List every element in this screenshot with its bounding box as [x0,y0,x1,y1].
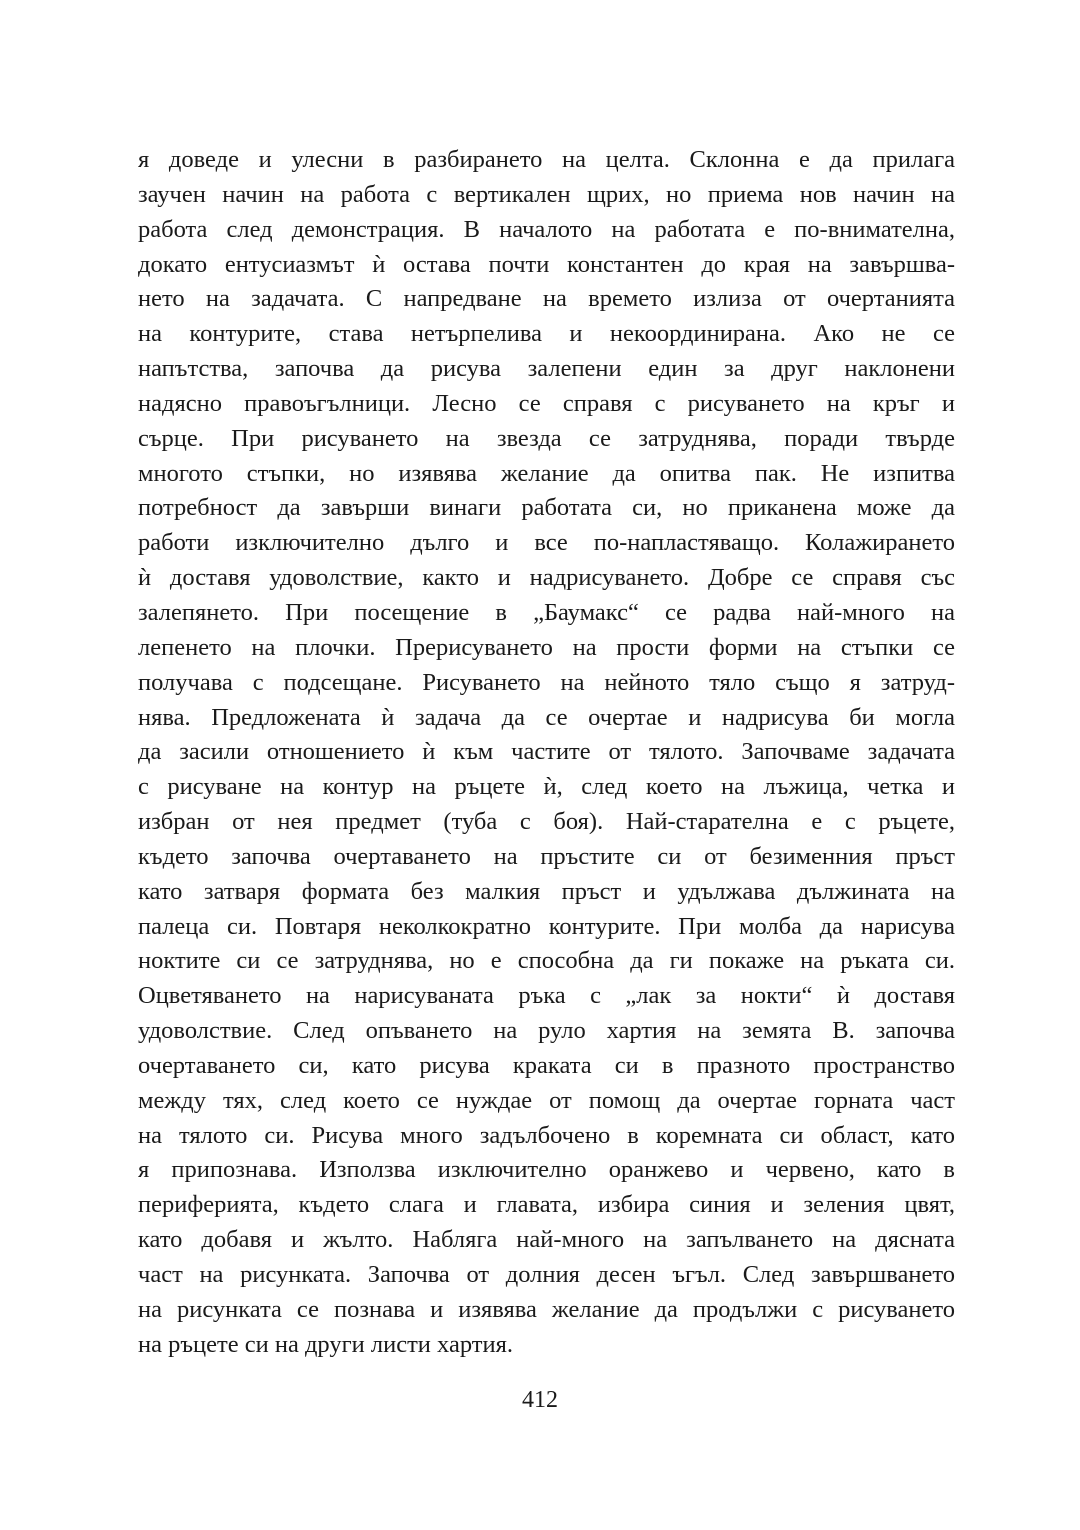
text-line: надясно правоъгълници. Лесно се справя с рисуването на кръг и [138,389,955,417]
text-line: на рисунката се познава и изявява желание да продължи с рисуването [138,1295,955,1323]
page-number: 412 [522,1387,558,1413]
text-line: на ръцете си на други листи хартия. [138,1330,513,1358]
text-line: на тялото си. Рисува много задълбочено в коремната си област, като [138,1121,955,1149]
text-line: палеца си. Повтаря неколкократно контурите. При молба да нарисува [138,912,955,940]
text-line: очертаването си, като рисува краката си в празното пространство [138,1051,955,1079]
text-line: лепенето на плочки. Прерисуването на прости форми на стъпки се [138,633,955,661]
text-line: като добавя и жълто. Набляга най-много на запълването на дясната [138,1226,955,1254]
text-line: потребност да завърши винаги работата си, но приканена може да [138,494,955,522]
text-line: с рисуване на контур на ръцете ѝ, след което на лъжица, четка и [138,773,955,801]
text-line: докато ентусиазмът ѝ остава почти константен до края на завършва- [138,250,955,278]
text-line: получава с подсещане. Рисуването на нейното тяло също я затруд- [138,668,955,696]
text-line: заучен начин на работа с вертикален щрих, но приема нов начин на [138,180,955,208]
text-line: да засили отношението ѝ към частите от тялото. Започваме задачата [138,738,955,766]
text-line: многото стъпки, но изявява желание да опитва пак. Не изпитва [138,459,955,487]
text-line: Оцветяването на нарисуваната ръка с „лак за нокти“ ѝ доставя [138,982,955,1010]
text-line: избран от нея предмет (туба с боя). Най-старателна е с ръцете, [138,808,955,836]
text-line: между тях, след което се нуждае от помощ да очертае горната част [138,1086,955,1114]
text-line: сърце. При рисуването на звезда се затруднява, поради твърде [138,424,955,452]
text-line: работи изключително дълго и все по-напластяващо. Колажирането [138,529,955,557]
text-line: където започва очертаването на пръстите си от безименния пръст [138,842,955,870]
body-text [138,143,955,1363]
text-line: периферията, където слага и главата, избира синия и зеления цвят, [138,1191,955,1219]
text-line: удоволствие. След опъването на руло хартия на земята В. започва [138,1017,955,1045]
text-line: нява. Предложената ѝ задача да се очертае и надрисува би могла [138,703,955,731]
text-line: като затваря формата без малкия пръст и удължава дължината на [138,877,955,905]
text-line: част на рисунката. Започва от долния десен ъгъл. След завършването [138,1261,955,1288]
text-line: на контурите, става нетърпелива и некоординирана. Ако не се [138,320,955,348]
text-line: напътства, започва да рисува залепени един за друг наклонени [138,355,955,383]
text-line: я доведе и улесни в разбирането на целта. Склонна е да прилага [138,146,955,173]
text-line: залепянето. При посещение в „Баумакс“ се радва най-много на [138,598,955,626]
text-line: ноктите си се затруднява, но е способна да ги покаже на ръката си. [138,947,955,975]
text-line: я припознава. Използва изключително оранжево и червено, като в [138,1156,955,1184]
text-line: нето на задачата. С напредване на времето излиза от очертанията [138,285,955,313]
text-line: ѝ доставя удоволствие, както и надрисуването. Добре се справя със [138,564,955,592]
text-line: работа след демонстрация. В началото на работата е по-внимателна, [138,215,955,243]
